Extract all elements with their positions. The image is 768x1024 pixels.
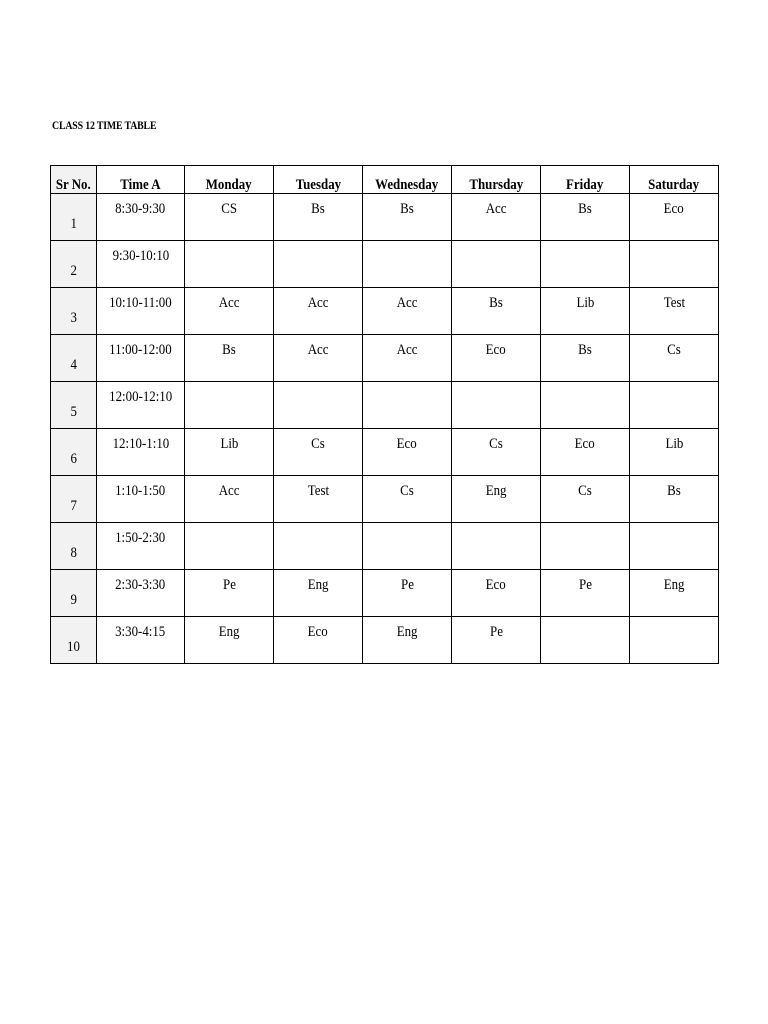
header-sr-no: Sr No. — [51, 166, 97, 194]
header-thursday: Thursday — [452, 166, 541, 194]
cell-thursday — [452, 382, 541, 429]
cell-monday: Acc — [185, 476, 274, 523]
cell-wednesday: Acc — [363, 288, 452, 335]
cell-tuesday: Bs — [274, 194, 363, 241]
cell-friday — [541, 523, 630, 570]
cell-tuesday: Test — [274, 476, 363, 523]
table-row — [51, 382, 719, 429]
cell-wednesday — [363, 523, 452, 570]
cell-time: 10:10-11:00 — [97, 288, 185, 335]
cell-monday: Acc — [185, 288, 274, 335]
page-title: CLASS 12 TIME TABLE — [52, 118, 157, 132]
cell-monday: CS — [185, 194, 274, 241]
cell-sr-no: 8 — [51, 523, 97, 570]
cell-wednesday: Pe — [363, 570, 452, 617]
cell-friday: Pe — [541, 570, 630, 617]
cell-sr-no: 4 — [51, 335, 97, 382]
cell-monday: Pe — [185, 570, 274, 617]
cell-thursday: Pe — [452, 617, 541, 664]
header-friday: Friday — [541, 166, 630, 194]
cell-monday — [185, 523, 274, 570]
table-row — [51, 617, 719, 664]
cell-wednesday: Eng — [363, 617, 452, 664]
cell-wednesday: Eco — [363, 429, 452, 476]
header-monday: Monday — [185, 166, 274, 194]
cell-saturday: Eng — [630, 570, 719, 617]
table-header-row — [51, 166, 719, 194]
cell-monday: Lib — [185, 429, 274, 476]
cell-monday: Eng — [185, 617, 274, 664]
cell-wednesday — [363, 241, 452, 288]
cell-time: 9:30-10:10 — [97, 241, 185, 288]
cell-wednesday: Bs — [363, 194, 452, 241]
header-wednesday: Wednesday — [363, 166, 452, 194]
cell-tuesday: Acc — [274, 335, 363, 382]
cell-saturday: Bs — [630, 476, 719, 523]
cell-tuesday: Acc — [274, 288, 363, 335]
cell-friday: Cs — [541, 476, 630, 523]
cell-sr-no: 9 — [51, 570, 97, 617]
cell-friday — [541, 241, 630, 288]
cell-monday — [185, 241, 274, 288]
cell-thursday: Bs — [452, 288, 541, 335]
cell-friday: Bs — [541, 335, 630, 382]
cell-saturday: Test — [630, 288, 719, 335]
table-row — [51, 523, 719, 570]
cell-friday: Eco — [541, 429, 630, 476]
cell-thursday: Eng — [452, 476, 541, 523]
table-row — [51, 476, 719, 523]
cell-tuesday — [274, 523, 363, 570]
cell-thursday: Eco — [452, 335, 541, 382]
cell-thursday: Acc — [452, 194, 541, 241]
header-tuesday: Tuesday — [274, 166, 363, 194]
cell-tuesday: Eco — [274, 617, 363, 664]
cell-friday — [541, 382, 630, 429]
cell-sr-no: 7 — [51, 476, 97, 523]
table-row — [51, 335, 719, 382]
cell-time: 12:10-1:10 — [97, 429, 185, 476]
cell-sr-no: 10 — [51, 617, 97, 664]
cell-tuesday: Cs — [274, 429, 363, 476]
cell-sr-no: 2 — [51, 241, 97, 288]
cell-friday: Bs — [541, 194, 630, 241]
cell-wednesday: Cs — [363, 476, 452, 523]
cell-saturday: Eco — [630, 194, 719, 241]
timetable — [50, 165, 719, 664]
cell-tuesday: Eng — [274, 570, 363, 617]
cell-saturday — [630, 617, 719, 664]
cell-saturday — [630, 241, 719, 288]
cell-time: 2:30-3:30 — [97, 570, 185, 617]
cell-saturday — [630, 523, 719, 570]
cell-thursday: Eco — [452, 570, 541, 617]
cell-saturday — [630, 382, 719, 429]
cell-friday: Lib — [541, 288, 630, 335]
header-saturday: Saturday — [630, 166, 719, 194]
table-row — [51, 570, 719, 617]
cell-wednesday: Acc — [363, 335, 452, 382]
cell-friday — [541, 617, 630, 664]
cell-time: 11:00-12:00 — [97, 335, 185, 382]
table-row — [51, 288, 719, 335]
table-row — [51, 429, 719, 476]
cell-wednesday — [363, 382, 452, 429]
cell-time: 12:00-12:10 — [97, 382, 185, 429]
cell-monday — [185, 382, 274, 429]
cell-thursday — [452, 523, 541, 570]
cell-time: 1:50-2:30 — [97, 523, 185, 570]
cell-tuesday — [274, 382, 363, 429]
cell-thursday: Cs — [452, 429, 541, 476]
header-time: Time A — [97, 166, 185, 194]
table-row — [51, 194, 719, 241]
cell-time: 8:30-9:30 — [97, 194, 185, 241]
table-row — [51, 241, 719, 288]
cell-thursday — [452, 241, 541, 288]
cell-sr-no: 6 — [51, 429, 97, 476]
cell-sr-no: 1 — [51, 194, 97, 241]
cell-saturday: Cs — [630, 335, 719, 382]
cell-sr-no: 3 — [51, 288, 97, 335]
cell-sr-no: 5 — [51, 382, 97, 429]
table-body — [51, 194, 719, 664]
cell-time: 1:10-1:50 — [97, 476, 185, 523]
cell-tuesday — [274, 241, 363, 288]
cell-saturday: Lib — [630, 429, 719, 476]
cell-monday: Bs — [185, 335, 274, 382]
cell-time: 3:30-4:15 — [97, 617, 185, 664]
